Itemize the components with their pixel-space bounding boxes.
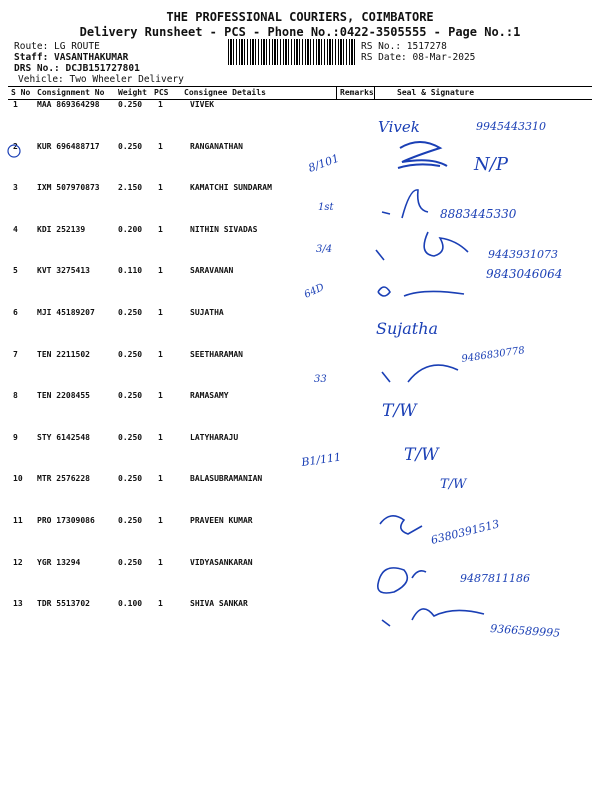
row-pcs: 1 [158, 474, 163, 484]
row1-signature: Vivek [378, 118, 420, 136]
col-consignment: Consignment No [37, 88, 105, 97]
row-weight: 0.250 [118, 432, 143, 442]
row-consignment-no: TEN 2211502 [37, 349, 90, 359]
row3-phone: 8883445330 [440, 207, 517, 221]
row5-phone: 9843046064 [486, 267, 563, 281]
row-weight: 0.110 [118, 266, 143, 276]
drs-number: DRS No.: DCJB151727801 [14, 63, 140, 74]
row-sno: 11 [13, 516, 23, 525]
col-weight: Weight [118, 88, 147, 97]
row-consignee-name: KAMATCHI SUNDARAM [190, 183, 272, 193]
row-pcs: 1 [158, 100, 163, 109]
row-weight: 0.200 [118, 224, 143, 234]
row11-phone: 6380391513 [429, 517, 501, 547]
row-weight: 2.150 [118, 183, 143, 193]
row9-signature: T/W [404, 445, 439, 465]
row-pcs: 1 [158, 141, 163, 151]
row-consignment-no: MAA 869364298 [37, 100, 100, 109]
row-sno: 10 [13, 474, 23, 484]
row-consignment-no: STY 6142548 [37, 432, 90, 442]
row-sno: 2 [13, 141, 18, 151]
row-consignee-name: PRAVEEN KUMAR [190, 516, 253, 525]
row-consignment-no: TDR 5513702 [37, 599, 90, 609]
row-sno: 9 [13, 432, 18, 442]
row-consignee-name: RAMASAMY [190, 391, 229, 401]
row1-phone: 9945443310 [476, 120, 546, 133]
row-weight: 0.250 [118, 100, 143, 109]
row-sno: 3 [13, 183, 18, 193]
row-consignee-name: LATYHARAJU [190, 432, 239, 442]
row2-np: N/P [474, 154, 508, 175]
row-consignment-no: PRO 17309086 [37, 516, 95, 525]
row-consignment-no: MJI 45189207 [37, 308, 95, 317]
row-sno: 1 [13, 100, 18, 109]
row-sno: 4 [13, 224, 18, 234]
row-consignee-name: SUJATHA [190, 308, 224, 317]
col-pcs: PCS [154, 88, 169, 97]
row-weight: 0.250 [118, 474, 143, 484]
row-weight: 0.250 [118, 349, 143, 359]
row-consignment-no: IXM 507970873 [37, 183, 100, 193]
row-consignee-name: VIDYASANKARAN [190, 557, 253, 567]
row-sno: 12 [13, 557, 23, 567]
row-consignment-no: KVT 3275413 [37, 266, 90, 276]
row-consignment-no: YGR 13294 [37, 557, 81, 567]
row13-phone: 9366589995 [489, 622, 561, 640]
row4-phone: 9443931073 [488, 248, 558, 261]
row-consignee-name: VIVEK [190, 100, 215, 109]
row3-remark: 1st [318, 202, 334, 213]
row-sno: 7 [13, 349, 18, 359]
row-consignee-name: NITHIN SIVADAS [190, 224, 258, 234]
row-pcs: 1 [158, 557, 163, 567]
row10-signature: T/W [440, 477, 467, 492]
row-pcs: 1 [158, 308, 163, 317]
vehicle-label: Vehicle: Two Wheeler Delivery [18, 74, 184, 85]
row8-signature: T/W [382, 401, 417, 421]
runsheet-subtitle: Delivery Runsheet - PCS - Phone No.:0422-3505555 - Page No.:1 [79, 25, 521, 39]
row5-remark: 64D [302, 281, 327, 301]
row-weight: 0.250 [118, 141, 143, 151]
row2-remark: 8/101 [306, 151, 341, 175]
row-weight: 0.250 [118, 516, 143, 525]
row7-phone: 9486830778 [460, 345, 526, 365]
row-sno: 5 [13, 266, 18, 276]
row-consignee-name: SARAVANAN [190, 266, 234, 276]
rs-date: RS Date: 08-Mar-2025 [361, 52, 476, 63]
row6-signature: Sujatha [376, 319, 439, 338]
row11-signature [380, 516, 422, 534]
row-weight: 0.250 [118, 308, 143, 317]
company-title: THE PROFESSIONAL COURIERS, COIMBATORE [166, 10, 434, 24]
row-consignment-no: MTR 2576228 [37, 474, 90, 484]
staff-label: Staff: VASANTHAKUMAR [14, 52, 129, 63]
row-consignee-name: SHIVA SANKAR [190, 599, 248, 609]
row-pcs: 1 [158, 516, 163, 525]
row-consignment-no: KUR 696488717 [37, 141, 100, 151]
row-weight: 0.100 [118, 599, 143, 609]
row-consignment-no: TEN 2208455 [37, 391, 90, 401]
row3-signature [382, 190, 428, 218]
row-consignee-name: RANGANATHAN [190, 141, 243, 151]
row2-circle-mark [8, 145, 20, 157]
rs-number: RS No.: 1517278 [361, 41, 447, 52]
row-pcs: 1 [158, 224, 163, 234]
row4-signature [376, 232, 468, 260]
row-consignee-name: BALASUBRAMANIAN [190, 474, 263, 484]
route-label: Route: LG ROUTE [14, 41, 100, 52]
row-pcs: 1 [158, 432, 163, 442]
row-pcs: 1 [158, 183, 163, 193]
row-sno: 13 [13, 599, 23, 609]
row-sno: 8 [13, 391, 18, 401]
row12-signature [378, 568, 426, 593]
row-pcs: 1 [158, 599, 163, 609]
row-pcs: 1 [158, 266, 163, 276]
row9-remark: B1/111 [300, 450, 342, 469]
row7-remark: 33 [314, 374, 327, 385]
col-remarks: Remarks [340, 88, 374, 97]
row13-signature [382, 609, 484, 626]
row-consignee-name: SEETHARAMAN [190, 349, 243, 359]
row-weight: 0.250 [118, 557, 143, 567]
row2-scribble [398, 142, 447, 168]
row-consignment-no: KDI 252139 [37, 224, 86, 234]
row-weight: 0.250 [118, 391, 143, 401]
row-pcs: 1 [158, 349, 163, 359]
col-consignee: Consignee Details [184, 88, 266, 97]
row5-signature [378, 287, 464, 296]
row12-phone: 9487811186 [460, 572, 530, 585]
col-sno: S No [11, 88, 31, 97]
col-signature: Seal & Signature [397, 88, 475, 97]
row4-remark: 3/4 [316, 244, 333, 255]
row-sno: 6 [13, 308, 18, 317]
row-pcs: 1 [158, 391, 163, 401]
row7-signature [382, 365, 458, 382]
